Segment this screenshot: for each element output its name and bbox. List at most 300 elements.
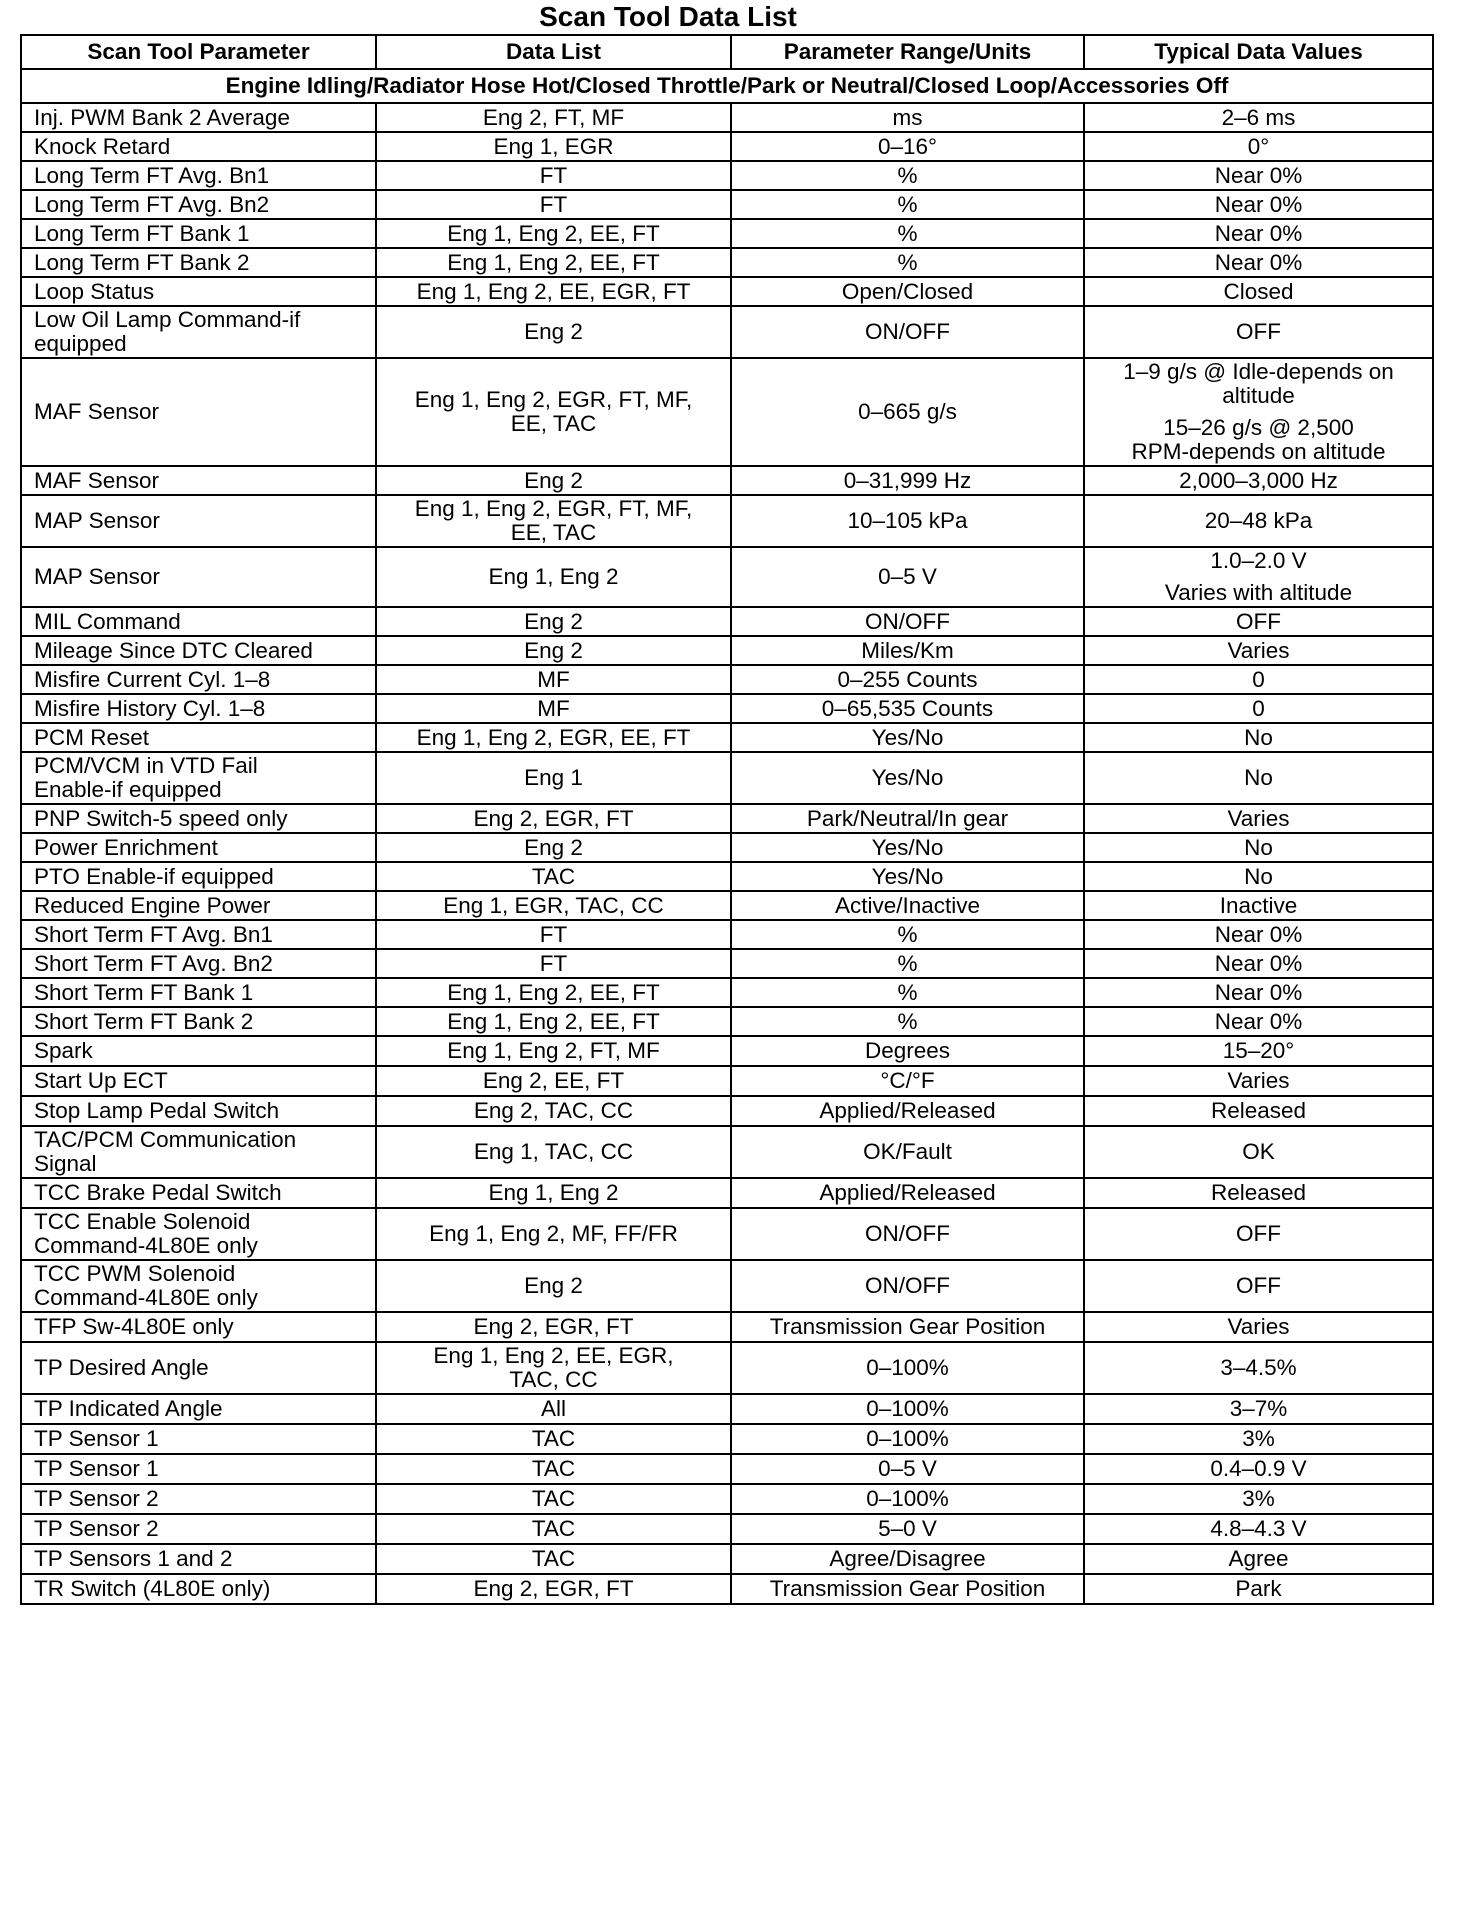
data-list-cell (376, 219, 731, 248)
data-list-text: Eng 1, TAC, CC (473, 1139, 634, 1164)
data-list-cell (376, 920, 731, 949)
range-text: 0–16° (877, 133, 938, 159)
table-row (21, 1066, 1433, 1096)
data-list-cell (376, 1514, 731, 1544)
range-text: 5–0 V (878, 1516, 937, 1541)
parameter-cell (21, 306, 376, 358)
range-cell (731, 306, 1084, 358)
typical-value-cell (1084, 1007, 1433, 1036)
table-row (21, 862, 1433, 891)
data-list-cell (376, 723, 731, 752)
typical-value-cell (1084, 1342, 1433, 1394)
table-row (21, 1036, 1433, 1066)
table-row (21, 1312, 1433, 1342)
parameter-text: Mileage Since DTC Cleared (34, 637, 313, 663)
parameter-text: TP Indicated Angle (34, 1396, 223, 1421)
range-cell (731, 1424, 1084, 1454)
range-cell (731, 277, 1084, 306)
data-list-text: Eng 2 (524, 608, 583, 634)
parameter-text: MAP Sensor (34, 508, 160, 533)
data-list-text: Eng 2 (524, 1273, 583, 1298)
data-list-text: MF (537, 666, 570, 692)
typical-value-text: 15–20° (1222, 1038, 1295, 1063)
typical-value-text: 20–48 kPa (1204, 508, 1313, 533)
header-typical-data-values: Typical Data Values (1084, 35, 1433, 69)
parameter-text: MAF Sensor (34, 399, 160, 424)
parameter-text: TCC PWM Solenoid (34, 1261, 236, 1286)
data-list-text: Eng 1, Eng 2, EE, FT (447, 249, 660, 275)
data-list-text: Eng 1, EGR (493, 133, 614, 159)
range-cell (731, 1574, 1084, 1604)
typical-value-text: Inactive (1219, 892, 1298, 918)
parameter-cell (21, 1208, 376, 1260)
data-list-cell (376, 1454, 731, 1484)
typical-value-text: 2–6 ms (1221, 104, 1296, 130)
table-row (21, 1484, 1433, 1514)
parameter-cell (21, 1066, 376, 1096)
table-row (21, 665, 1433, 694)
parameter-cell (21, 190, 376, 219)
range-text: Yes/No (871, 863, 944, 889)
parameter-text: TP Sensor 2 (34, 1516, 159, 1541)
parameter-cell (21, 1514, 376, 1544)
data-list-text: FT (539, 191, 568, 217)
data-list-text: Eng 1, Eng 2, EE, FT (447, 979, 660, 1005)
typical-value-text: Near 0% (1214, 921, 1303, 947)
range-cell (731, 891, 1084, 920)
typical-value-cell (1084, 103, 1433, 132)
parameter-cell (21, 277, 376, 306)
page-title: Scan Tool Data List (539, 1, 797, 32)
range-text: 0–100% (866, 1426, 949, 1451)
typical-value-cell (1084, 1484, 1433, 1514)
parameter-text: Start Up ECT (34, 1068, 168, 1093)
range-cell (731, 1514, 1084, 1544)
data-list-cell (376, 1208, 731, 1260)
range-cell (731, 190, 1084, 219)
range-cell (731, 949, 1084, 978)
parameter-text: Reduced Engine Power (34, 892, 271, 918)
scan-tool-data-table (20, 34, 1434, 1605)
table-body (21, 69, 1433, 1604)
range-text: ON/OFF (865, 608, 950, 634)
parameter-text: Short Term FT Bank 2 (34, 1008, 254, 1034)
table-row (21, 132, 1433, 161)
range-cell (731, 466, 1084, 495)
typical-value-cell (1084, 1312, 1433, 1342)
typical-value-cell (1084, 1096, 1433, 1126)
typical-value-text: Varies (1227, 1314, 1290, 1339)
range-cell (731, 1312, 1084, 1342)
typical-value-cell (1084, 190, 1433, 219)
range-text: ON/OFF (865, 319, 950, 344)
typical-value-text: 2,000–3,000 Hz (1179, 467, 1338, 493)
data-list-cell (376, 752, 731, 804)
typical-value-cell (1084, 723, 1433, 752)
table-row (21, 1126, 1433, 1178)
typical-value-cell (1084, 949, 1433, 978)
typical-value-cell (1084, 466, 1433, 495)
range-text: % (897, 191, 918, 217)
typical-value-text: Agree (1228, 1546, 1289, 1571)
range-cell (731, 103, 1084, 132)
data-list-text: TAC (531, 1486, 576, 1511)
range-text: 0–65,535 Counts (821, 695, 994, 721)
parameter-text: TFP Sw-4L80E only (34, 1314, 234, 1339)
parameter-cell (21, 103, 376, 132)
range-text: % (897, 249, 918, 275)
table-row (21, 607, 1433, 636)
range-cell (731, 1126, 1084, 1178)
range-cell (731, 161, 1084, 190)
table-row (21, 1454, 1433, 1484)
data-list-cell (376, 277, 731, 306)
parameter-cell (21, 132, 376, 161)
data-list-text: Eng 1, Eng 2 (488, 1180, 619, 1205)
parameter-cell (21, 1312, 376, 1342)
data-list-cell (376, 1126, 731, 1178)
parameter-text: Long Term FT Avg. Bn1 (34, 162, 270, 188)
typical-value-cell (1084, 665, 1433, 694)
header-data-list: Data List (376, 35, 731, 69)
parameter-text: PCM Reset (34, 724, 150, 750)
parameter-text: MAF Sensor (34, 467, 160, 493)
range-text: % (897, 162, 918, 188)
range-cell (731, 1484, 1084, 1514)
data-list-text: TAC (531, 1516, 576, 1541)
data-list-text: FT (539, 162, 568, 188)
data-list-cell (376, 1066, 731, 1096)
range-cell (731, 1036, 1084, 1066)
range-cell (731, 833, 1084, 862)
range-cell (731, 752, 1084, 804)
range-cell (731, 1066, 1084, 1096)
range-cell (731, 665, 1084, 694)
parameter-cell (21, 358, 376, 466)
typical-value-cell (1084, 1544, 1433, 1574)
data-list-text: Eng 2, EGR, FT (473, 1314, 634, 1339)
data-list-cell (376, 248, 731, 277)
typical-value-cell (1084, 1454, 1433, 1484)
data-list-text: EE, TAC (510, 520, 597, 545)
table-row (21, 920, 1433, 949)
parameter-cell (21, 547, 376, 607)
parameter-cell (21, 862, 376, 891)
data-list-text: Eng 2, FT, MF (482, 104, 625, 130)
range-text: 0–100% (866, 1486, 949, 1511)
parameter-cell (21, 1342, 376, 1394)
typical-value-text: No (1244, 765, 1273, 790)
range-text: 0–665 g/s (858, 399, 957, 424)
typical-value-cell (1084, 132, 1433, 161)
parameter-cell (21, 219, 376, 248)
parameter-text: Enable-if equipped (34, 777, 222, 802)
table-row (21, 694, 1433, 723)
parameter-text: Short Term FT Avg. Bn2 (34, 950, 273, 976)
range-text: 0–100% (866, 1396, 949, 1421)
range-cell (731, 862, 1084, 891)
typical-value-cell (1084, 804, 1433, 833)
typical-value-text: 4.8–4.3 V (1210, 1516, 1307, 1541)
typical-value-text: 15–26 g/s @ 2,500 (1163, 415, 1354, 440)
parameter-text: TR Switch (4L80E only) (34, 1576, 271, 1601)
data-list-text: Eng 1, Eng 2, EE, EGR, (433, 1343, 674, 1368)
data-list-cell (376, 607, 731, 636)
typical-value-text: Near 0% (1214, 249, 1303, 275)
parameter-text: Long Term FT Bank 2 (34, 249, 250, 275)
data-list-text: TAC (531, 1426, 576, 1451)
range-cell (731, 219, 1084, 248)
table-row (21, 1424, 1433, 1454)
typical-value-text: Near 0% (1214, 1008, 1303, 1034)
table-row (21, 636, 1433, 665)
data-list-text: TAC, CC (509, 1367, 598, 1392)
parameter-text: Short Term FT Avg. Bn1 (34, 921, 273, 947)
parameter-text: Low Oil Lamp Command-if (34, 307, 301, 332)
data-list-text: Eng 1, Eng 2, EGR, FT, MF, (414, 387, 693, 412)
typical-value-cell (1084, 219, 1433, 248)
typical-value-text: Near 0% (1214, 162, 1303, 188)
typical-value-cell (1084, 161, 1433, 190)
table-row (21, 1178, 1433, 1208)
data-list-text: Eng 1, Eng 2, EGR, EE, FT (416, 724, 691, 750)
parameter-cell (21, 1007, 376, 1036)
data-list-cell (376, 132, 731, 161)
typical-value-cell (1084, 636, 1433, 665)
range-text: Applied/Released (819, 1180, 996, 1205)
typical-value-text: RPM-depends on altitude (1131, 439, 1386, 464)
typical-value-text: 0 (1252, 666, 1265, 692)
range-text: °C/°F (880, 1068, 935, 1093)
range-cell (731, 1454, 1084, 1484)
data-list-text: Eng 1, Eng 2, EGR, FT, MF, (414, 496, 693, 521)
typical-value-cell (1084, 1260, 1433, 1312)
parameter-text: TCC Brake Pedal Switch (34, 1180, 282, 1205)
typical-value-text: 3–4.5% (1220, 1355, 1297, 1380)
test-condition: Engine Idling/Radiator Hose Hot/Closed Throttle/Park or Neutral/Closed Loop/Accessories Off (21, 69, 1433, 103)
parameter-cell (21, 1454, 376, 1484)
data-list-cell (376, 978, 731, 1007)
typical-value-text: Varies (1227, 805, 1290, 831)
typical-value-cell (1084, 277, 1433, 306)
parameter-text: TP Sensors 1 and 2 (34, 1546, 233, 1571)
parameter-text: Command-4L80E only (34, 1233, 258, 1258)
typical-value-text: OFF (1236, 608, 1281, 634)
data-list-cell (376, 1424, 731, 1454)
typical-value-text: Varies (1227, 637, 1290, 663)
range-cell (731, 694, 1084, 723)
table-row (21, 1342, 1433, 1394)
range-text: % (897, 1008, 918, 1034)
data-list-cell (376, 1342, 731, 1394)
parameter-text: Misfire Current Cyl. 1–8 (34, 666, 271, 692)
header-parameter-range-units: Parameter Range/Units (731, 35, 1084, 69)
data-list-cell (376, 1260, 731, 1312)
data-list-cell (376, 862, 731, 891)
range-cell (731, 248, 1084, 277)
data-list-cell (376, 949, 731, 978)
data-list-cell (376, 1544, 731, 1574)
parameter-cell (21, 1178, 376, 1208)
parameter-text: Loop Status (34, 278, 155, 304)
typical-value-text: 0.4–0.9 V (1210, 1456, 1307, 1481)
typical-value-cell (1084, 1178, 1433, 1208)
header-scan-tool-parameter: Scan Tool Parameter (21, 35, 376, 69)
parameter-cell (21, 1484, 376, 1514)
table-row (21, 466, 1433, 495)
table-row (21, 190, 1433, 219)
table-row (21, 547, 1433, 607)
parameter-cell (21, 804, 376, 833)
range-cell (731, 723, 1084, 752)
table-row (21, 248, 1433, 277)
range-cell (731, 358, 1084, 466)
range-cell (731, 607, 1084, 636)
range-text: OK/Fault (863, 1139, 952, 1164)
table-row (21, 1574, 1433, 1604)
parameter-text: TAC/PCM Communication (34, 1127, 297, 1152)
parameter-cell (21, 752, 376, 804)
range-cell (731, 1096, 1084, 1126)
range-text: ON/OFF (865, 1273, 950, 1298)
typical-value-text: Closed (1223, 278, 1294, 304)
range-cell (731, 920, 1084, 949)
parameter-cell (21, 1036, 376, 1066)
data-list-cell (376, 1096, 731, 1126)
typical-value-text: 1–9 g/s @ Idle-depends on (1123, 359, 1394, 384)
table-row (21, 1260, 1433, 1312)
data-list-text: EE, TAC (510, 411, 597, 436)
range-text: Park/Neutral/In gear (806, 805, 1009, 831)
typical-value-cell (1084, 978, 1433, 1007)
range-text: Transmission Gear Position (769, 1314, 1046, 1339)
parameter-text: Spark (34, 1038, 93, 1063)
typical-value-text: 1.0–2.0 V (1210, 548, 1307, 573)
data-list-text: Eng 1, Eng 2, EE, FT (447, 220, 660, 246)
range-cell (731, 978, 1084, 1007)
parameter-cell (21, 466, 376, 495)
data-list-cell (376, 1178, 731, 1208)
typical-value-cell (1084, 833, 1433, 862)
parameter-cell (21, 694, 376, 723)
typical-value-text: OFF (1236, 1221, 1281, 1246)
parameter-cell (21, 978, 376, 1007)
data-list-cell (376, 1394, 731, 1424)
data-list-text: Eng 1, EGR, TAC, CC (443, 892, 664, 918)
typical-value-cell (1084, 1036, 1433, 1066)
table-row (21, 1514, 1433, 1544)
range-cell (731, 1007, 1084, 1036)
table-row (21, 978, 1433, 1007)
header-row (21, 35, 1433, 69)
data-list-text: FT (539, 921, 568, 947)
parameter-text: Knock Retard (34, 133, 171, 159)
data-list-cell (376, 891, 731, 920)
typical-value-cell (1084, 248, 1433, 277)
data-list-text: Eng 2 (524, 637, 583, 663)
typical-value-cell (1084, 607, 1433, 636)
range-cell (731, 1208, 1084, 1260)
typical-value-cell (1084, 1424, 1433, 1454)
data-list-cell (376, 358, 731, 466)
range-text: ms (892, 104, 923, 130)
parameter-text: Stop Lamp Pedal Switch (34, 1098, 280, 1123)
typical-value-cell (1084, 862, 1433, 891)
parameter-cell (21, 891, 376, 920)
typical-value-text: Park (1235, 1576, 1282, 1601)
data-list-text: TAC (531, 1546, 576, 1571)
range-text: Applied/Released (819, 1098, 996, 1123)
range-cell (731, 495, 1084, 547)
typical-value-text: altitude (1222, 383, 1295, 408)
range-text: Agree/Disagree (829, 1546, 986, 1571)
data-list-cell (376, 547, 731, 607)
typical-value-text: Near 0% (1214, 191, 1303, 217)
data-list-cell (376, 665, 731, 694)
data-list-text: Eng 2, TAC, CC (473, 1098, 634, 1123)
typical-value-cell (1084, 547, 1433, 607)
typical-value-cell (1084, 752, 1433, 804)
typical-value-cell (1084, 1394, 1433, 1424)
parameter-cell (21, 723, 376, 752)
table-row (21, 219, 1433, 248)
range-cell (731, 1178, 1084, 1208)
parameter-cell (21, 833, 376, 862)
range-text: 0–5 V (878, 1456, 937, 1481)
table-row (21, 891, 1433, 920)
data-list-text: Eng 2 (524, 319, 583, 344)
parameter-text: TP Sensor 2 (34, 1486, 159, 1511)
typical-value-cell (1084, 920, 1433, 949)
range-text: 0–31,999 Hz (843, 467, 972, 493)
table-row (21, 833, 1433, 862)
parameter-cell (21, 607, 376, 636)
typical-value-cell (1084, 1574, 1433, 1604)
data-list-cell (376, 103, 731, 132)
typical-value-text: OK (1242, 1139, 1275, 1164)
data-list-cell (376, 190, 731, 219)
data-list-text: FT (539, 950, 568, 976)
range-cell (731, 1342, 1084, 1394)
parameter-text: MIL Command (34, 608, 181, 634)
table-row (21, 949, 1433, 978)
range-cell (731, 132, 1084, 161)
data-list-cell (376, 466, 731, 495)
data-list-text: Eng 2, EGR, FT (473, 805, 634, 831)
data-list-text: Eng 1, Eng 2 (488, 564, 619, 589)
range-text: Yes/No (871, 724, 944, 750)
table-row (21, 1096, 1433, 1126)
parameter-text: Inj. PWM Bank 2 Average (34, 104, 290, 130)
parameter-text: Signal (34, 1151, 97, 1176)
typical-value-cell (1084, 1066, 1433, 1096)
parameter-cell (21, 665, 376, 694)
parameter-text: PCM/VCM in VTD Fail (34, 753, 258, 778)
parameter-cell (21, 1544, 376, 1574)
table-row (21, 358, 1433, 466)
data-list-cell (376, 306, 731, 358)
table-row (21, 277, 1433, 306)
table-row (21, 1208, 1433, 1260)
range-text: Degrees (864, 1038, 951, 1063)
parameter-text: Short Term FT Bank 1 (34, 979, 254, 1005)
table-header (21, 35, 1433, 69)
typical-value-text: No (1244, 834, 1273, 860)
typical-value-cell (1084, 495, 1433, 547)
parameter-text: equipped (34, 331, 127, 356)
range-text: Active/Inactive (834, 892, 981, 918)
parameter-text: Long Term FT Bank 1 (34, 220, 250, 246)
